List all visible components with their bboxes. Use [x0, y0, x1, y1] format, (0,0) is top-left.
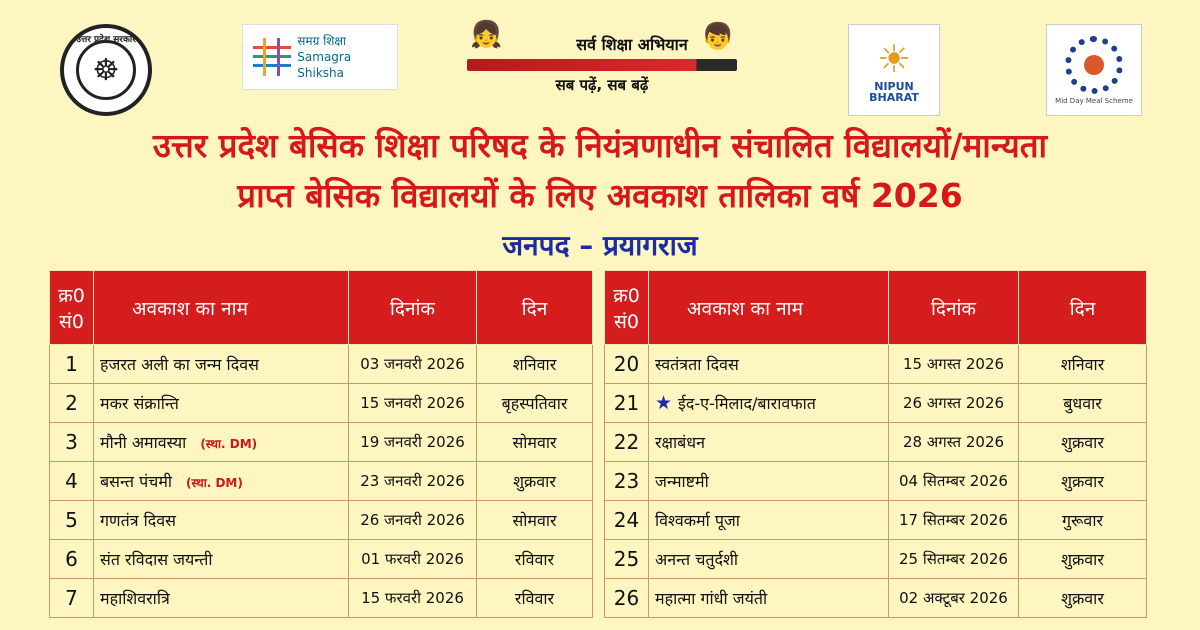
serial-number: 26	[605, 579, 649, 618]
serial-number: 25	[605, 540, 649, 579]
up-govt-seal-icon: उत्तर प्रदेश सरकार ☸	[60, 24, 152, 116]
holiday-name: रक्षाबंधन	[655, 433, 706, 452]
holiday-day: बुधवार	[1019, 384, 1147, 423]
name-header: अवकाश का नाम	[94, 271, 349, 345]
holiday-name-cell	[94, 579, 349, 618]
table-header-row	[50, 271, 593, 345]
holiday-date: 03 जनवरी 2026	[349, 345, 477, 384]
holiday-name: महाशिवरात्रि	[100, 589, 170, 608]
ssa-tagline: सब पढ़ें, सब बढ़ें	[555, 76, 649, 94]
holiday-date: 26 अगस्त 2026	[889, 384, 1019, 423]
star-icon: ★	[655, 392, 673, 414]
holiday-date: 15 फरवरी 2026	[349, 579, 477, 618]
serial-number: 4	[50, 462, 94, 501]
page-title-line1: उत्तर प्रदेश बेसिक शिक्षा परिषद के नियंत्रणाधीन संचालित विद्यालयों/मान्यता	[152, 126, 1048, 165]
holiday-day: शुक्रवार	[1019, 540, 1147, 579]
serial-number: 20	[605, 345, 649, 384]
holiday-date: 23 जनवरी 2026	[349, 462, 477, 501]
page-title-line2: प्राप्त बेसिक विद्यालयों के लिए अवकाश तालिका वर्ष 2026	[237, 176, 963, 215]
table-row	[605, 345, 1147, 384]
samagra-english-text: Samagra Shiksha	[297, 50, 352, 80]
holiday-note: (स्था. DM)	[200, 437, 258, 451]
holiday-date: 15 अगस्त 2026	[889, 345, 1019, 384]
holiday-day: शनिवार	[477, 345, 593, 384]
holiday-name-cell	[94, 462, 349, 501]
table-header-row	[605, 271, 1147, 345]
holiday-name-cell	[649, 462, 889, 501]
samagra-hindi-text: समग्र शिक्षा	[297, 34, 347, 48]
holiday-day: बृहस्पतिवार	[477, 384, 593, 423]
day-header: दिन	[1019, 271, 1147, 345]
table-row	[605, 501, 1147, 540]
holiday-name-cell	[94, 423, 349, 462]
holiday-date: 15 जनवरी 2026	[349, 384, 477, 423]
holiday-date: 19 जनवरी 2026	[349, 423, 477, 462]
holiday-date: 02 अक्टूबर 2026	[889, 579, 1019, 618]
holiday-name: जन्माष्टमी	[655, 472, 709, 491]
sarva-shiksha-abhiyan-logo	[464, 18, 740, 110]
serial-number: 24	[605, 501, 649, 540]
holiday-name: मौनी अमावस्या	[100, 433, 187, 452]
holiday-name: संत रविदास जयन्ती	[100, 550, 213, 569]
serial-number: 7	[50, 579, 94, 618]
holiday-date: 01 फरवरी 2026	[349, 540, 477, 579]
table-row	[605, 540, 1147, 579]
district-subtitle: जनपद – प्रयागराज	[502, 229, 698, 262]
holiday-name-cell	[94, 501, 349, 540]
holiday-name-cell	[649, 579, 889, 618]
children-icon: ☀	[876, 37, 912, 81]
holiday-name: अनन्त चतुर्दशी	[655, 550, 739, 569]
samagra-mark-icon	[253, 38, 289, 76]
holiday-name: विश्वकर्मा पूजा	[655, 511, 740, 530]
holiday-name-cell	[649, 423, 889, 462]
holiday-day: शुक्रवार	[1019, 423, 1147, 462]
table-row	[50, 345, 593, 384]
holiday-date: 28 अगस्त 2026	[889, 423, 1019, 462]
sn-header: क्र0 सं0	[605, 271, 649, 345]
serial-number: 2	[50, 384, 94, 423]
mid-day-meal-logo	[1046, 24, 1142, 116]
holiday-date: 04 सितम्बर 2026	[889, 462, 1019, 501]
table-row	[50, 384, 593, 423]
date-header: दिनांक	[889, 271, 1019, 345]
boy-reading-icon: 👦	[701, 22, 734, 52]
holiday-name: बसन्त पंचमी	[100, 472, 173, 491]
holiday-name: महात्मा गांधी जयंती	[655, 589, 768, 608]
samagra-shiksha-logo	[242, 24, 398, 90]
serial-number: 21	[605, 384, 649, 423]
holiday-name-cell	[649, 501, 889, 540]
nipun-text: NIPUN BHARAT	[869, 80, 919, 104]
holiday-table-left	[49, 270, 593, 618]
holiday-name-cell	[649, 540, 889, 579]
table-row	[50, 579, 593, 618]
holiday-day: शुक्रवार	[477, 462, 593, 501]
holiday-name-cell	[649, 384, 889, 423]
table-row	[50, 501, 593, 540]
table-row	[605, 423, 1147, 462]
holiday-day: शुक्रवार	[1019, 462, 1147, 501]
holiday-note: (स्था. DM)	[186, 476, 243, 490]
holiday-name-cell	[94, 384, 349, 423]
holiday-day: शनिवार	[1019, 345, 1147, 384]
mdm-ring-icon	[1065, 36, 1123, 94]
logo-row	[0, 14, 1200, 106]
nipun-bharat-logo	[848, 24, 940, 116]
serial-number: 1	[50, 345, 94, 384]
holiday-date: 26 जनवरी 2026	[349, 501, 477, 540]
table-row	[605, 579, 1147, 618]
ssa-title: सर्व शिक्षा अभियान	[576, 35, 688, 54]
holiday-table-right	[604, 270, 1147, 618]
holiday-day: गुरूवार	[1019, 501, 1147, 540]
table-row	[50, 540, 593, 579]
girl-reading-icon: 👧	[470, 20, 503, 50]
table-row	[50, 462, 593, 501]
name-header: अवकाश का नाम	[649, 271, 889, 345]
holiday-name: मकर संक्रान्ति	[100, 394, 179, 413]
serial-number: 6	[50, 540, 94, 579]
holiday-name: हजरत अली का जन्म दिवस	[100, 355, 259, 374]
up-seal-text: उत्तर प्रदेश सरकार	[76, 35, 136, 45]
holiday-day: सोमवार	[477, 423, 593, 462]
serial-number: 22	[605, 423, 649, 462]
table-row	[50, 423, 593, 462]
holiday-date: 17 सितम्बर 2026	[889, 501, 1019, 540]
mdm-text: Mid Day Meal Scheme	[1055, 96, 1133, 105]
holiday-name-cell	[649, 345, 889, 384]
day-header: दिन	[477, 271, 593, 345]
serial-number: 3	[50, 423, 94, 462]
table-row	[605, 462, 1147, 501]
holiday-day: सोमवार	[477, 501, 593, 540]
holiday-name: स्वतंत्रता दिवस	[655, 355, 739, 374]
table-row	[605, 384, 1147, 423]
holiday-name: गणतंत्र दिवस	[100, 511, 176, 530]
holiday-name-cell	[94, 345, 349, 384]
serial-number: 23	[605, 462, 649, 501]
sn-header: क्र0 सं0	[50, 271, 94, 345]
pencil-icon	[467, 59, 737, 71]
holiday-date: 25 सितम्बर 2026	[889, 540, 1019, 579]
holiday-day: रविवार	[477, 579, 593, 618]
holiday-name: ईद-ए-मिलाद/बारावफात	[678, 394, 816, 413]
serial-number: 5	[50, 501, 94, 540]
date-header: दिनांक	[349, 271, 477, 345]
holiday-name-cell	[94, 540, 349, 579]
holiday-day: रविवार	[477, 540, 593, 579]
holiday-day: शुक्रवार	[1019, 579, 1147, 618]
